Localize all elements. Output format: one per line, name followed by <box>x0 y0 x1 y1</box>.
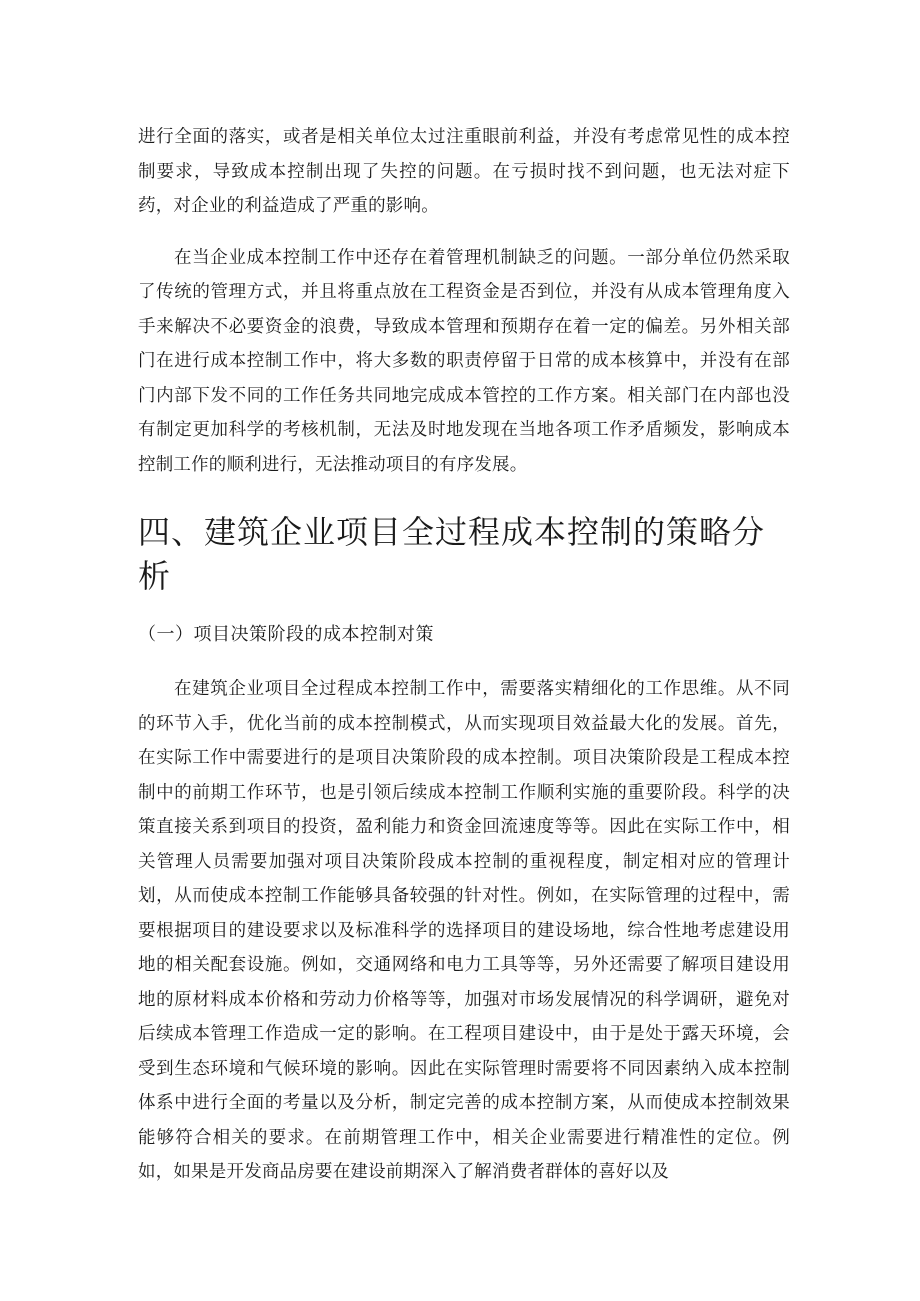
subsection-heading: （一）项目决策阶段的成本控制对策 <box>138 624 434 645</box>
paragraph-management-mechanism: 在当企业成本控制工作中还存在着管理机制缺乏的问题。一部分单位仍然采取了传统的管理方式，并且将重点放在工程资金是否到位，并没有从成本管理角度入手来解决不必要资金的浪费，导致成本管理和预期存在着一定的偏差。另外相关部门在进行成本控制工作中，将大多数的职责停留于日常的成本核算中，并没有在部门内部下发不同的工作任务共同地完成成本管控的工作方案。相关部门在内部也没有制定更加科学的考核机制，无法及时地发现在当地各项工作矛盾频发，影响成本控制工作的顺利进行，无法推动项目的有序发展。 <box>138 247 790 475</box>
paragraph-continuation: 进行全面的落实，或者是相关单位太过注重眼前利益，并没有考虑常见性的成本控制要求，导致成本控制出现了失控的问题。在亏损时找不到问题，也无法对症下药，对企业的利益造成了严重的影响。 <box>138 127 790 216</box>
paragraph-decision-stage: 在建筑企业项目全过程成本控制工作中，需要落实精细化的工作思维。从不同的环节入手，优化当前的成本控制模式，从而实现项目效益最大化的发展。首先，在实际工作中需要进行的是项目决策阶段的成本控制。项目决策阶段是工程成本控制中的前期工作环节，也是引领后续成本控制工作顺利实施的重要阶段。科学的决策直接关系到项目的投资，盈利能力和资金回流速度等等。因此在实际工作中，相关管理人员需要加强对项目决策阶段成本控制的重视程度，制定相对应的管理计划，从而使成本控制工作能够具备较强的针对性。例如，在实际管理的过程中，需要根据项目的建设要求以及标准科学的选择项目的建设场地，综合性地考虑建设用地的相关配套设施。例如，交通网络和电力工具等等，另外还需要了解项目建设用地的原材料成本价格和劳动力价格等等，加强对市场发展情况的科学调研，避免对后续成本管理工作造成一定的影响。在工程项目建设中，由于是处于露天环境，会受到生态环境和气候环境的影响。因此在实际管理时需要将不同因素纳入成本控制体系中进行全面的考量以及分析，制定完善的成本控制方案，从而使成本控制效果能够符合相关的要求。在前期管理工作中，相关企业需要进行精准性的定位。例如，如果是开发商品房要在建设前期深入了解消费者群体的喜好以及 <box>138 679 790 1182</box>
document-body <box>138 120 790 1190</box>
section-heading: 四、建筑企业项目全过程成本控制的策略分析 <box>138 513 766 595</box>
